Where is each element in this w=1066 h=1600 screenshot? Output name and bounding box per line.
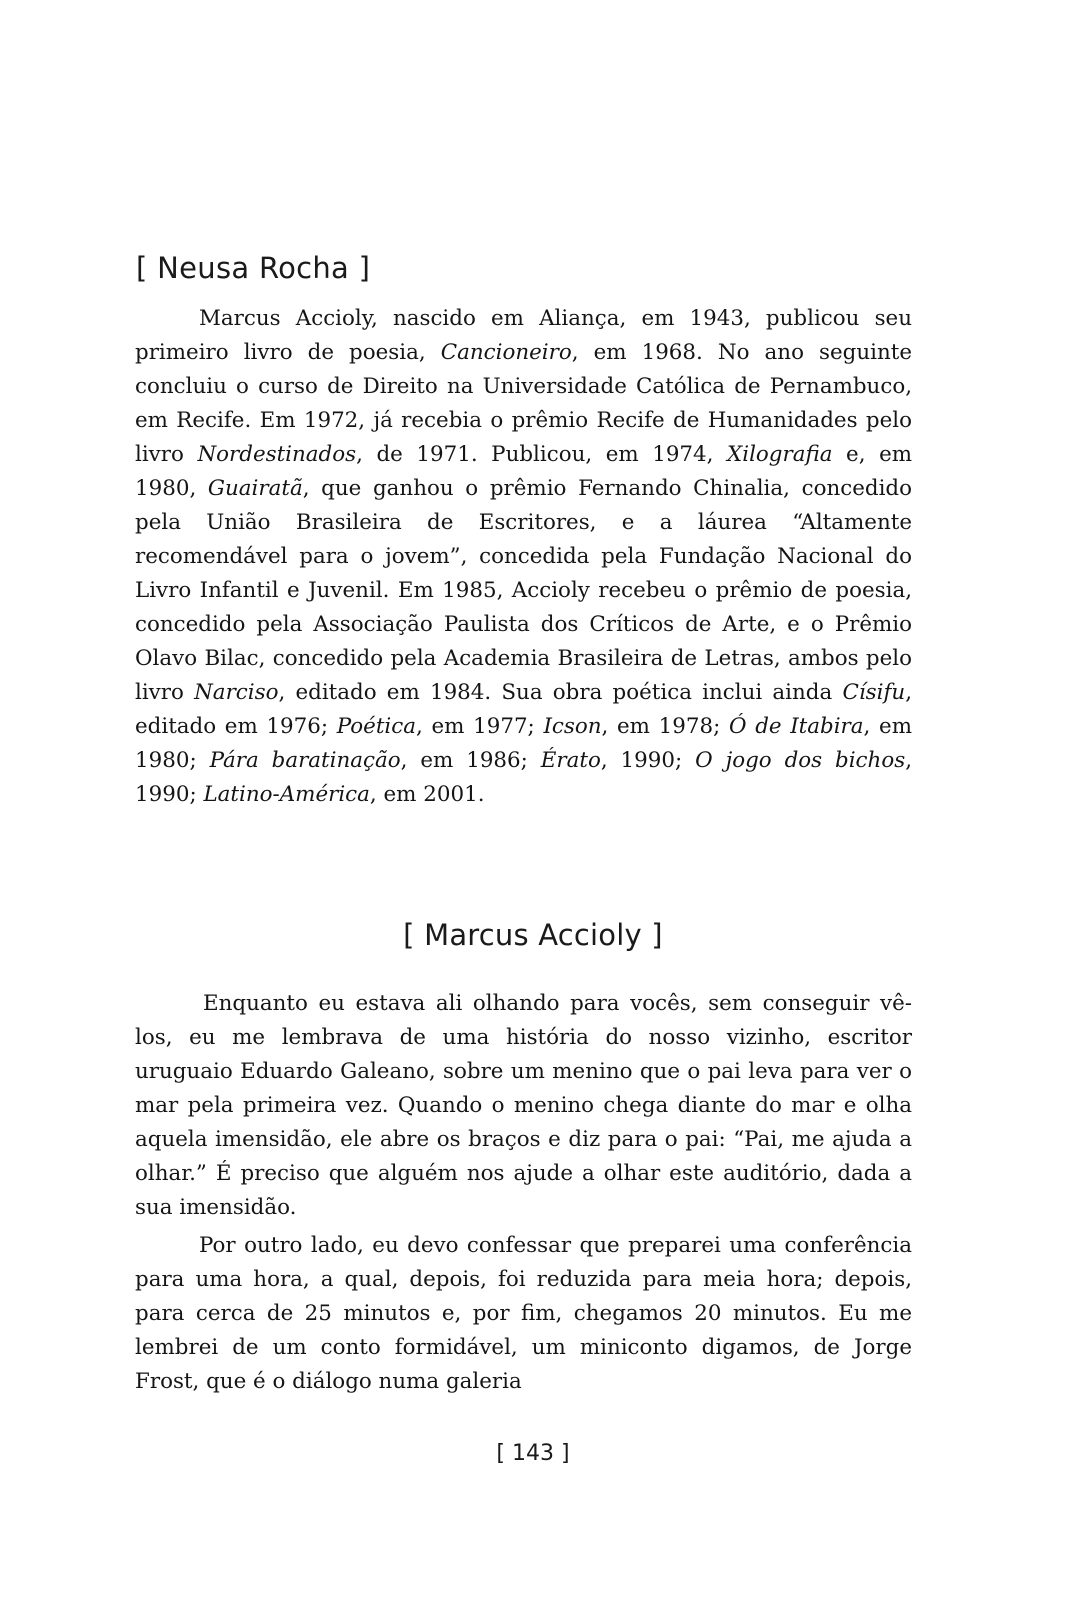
italic-title: Érato bbox=[540, 748, 601, 773]
text-run: Marcus Accioly, nascido em Aliança, em 1943, publicou seu primeiro livro de poesia, bbox=[135, 306, 912, 365]
paragraph-conference-time: Por outro lado, eu devo confessar que preparei uma conferência para uma hora, a qual, depois, foi reduzida para meia hora; depois, para cerca de 25 minutos e, por fim, chegamos 20 minutos. Eu me lembrei de um conto formidável, um miniconto digamos, de Jorge Frost, que é o diálogo numa galeria bbox=[135, 1233, 912, 1394]
text-run: , em 1986; bbox=[400, 748, 541, 773]
section-heading-neusa-rocha: [ Neusa Rocha ] bbox=[136, 251, 371, 285]
italic-title: Poética bbox=[336, 714, 416, 739]
section-heading-marcus-accioly: [ Marcus Accioly ] bbox=[403, 918, 663, 952]
italic-title: Latino-América bbox=[203, 782, 370, 807]
text-run: , editado em 1984. Sua obra poética inclui ainda bbox=[278, 680, 843, 705]
italic-title: Císifu bbox=[842, 680, 906, 705]
italic-title: Ó de Itabira bbox=[728, 714, 864, 739]
paragraph-biography bbox=[135, 302, 912, 812]
italic-title: Icson bbox=[543, 714, 602, 739]
text-run: , editado em 1976; bbox=[135, 680, 913, 739]
italic-title: Xilografia bbox=[727, 442, 833, 467]
text-run: , que ganhou o prêmio Fernando Chinalia, concedido pela União Brasileira de Escritores, e a láurea “Altamente recomendável para o jovem”, concedida pela Fundação Nacional do Livro Infantil e Juvenil. Em 1985, Accioly recebeu o prêmio de poesia, concedido pela Associação Paulista dos Críticos de Arte, e o Prêmio Olavo Bilac, concedido pela Academia Brasileira de Letras, ambos pelo livro bbox=[135, 476, 912, 705]
page-number: [ 143 ] bbox=[496, 1441, 570, 1466]
text-run: , 1990; bbox=[135, 748, 912, 807]
section-body-marcus-accioly bbox=[135, 987, 912, 1399]
italic-title: Cancioneiro bbox=[440, 340, 572, 365]
text-run: , em 2001. bbox=[369, 782, 485, 807]
italic-title: Narciso bbox=[194, 680, 279, 705]
italic-title: Pára baratinação bbox=[209, 748, 401, 773]
section-body-neusa-rocha bbox=[135, 302, 912, 812]
italic-title: Nordestinados bbox=[197, 442, 357, 467]
text-run: , em 1978; bbox=[601, 714, 729, 739]
text-run: , em 1977; bbox=[416, 714, 544, 739]
text-run: e, em 1980, bbox=[135, 442, 913, 501]
paragraph-galeano-story: Enquanto eu estava ali olhando para vocês, sem conseguir vê-los, eu me lembrava de uma história do nosso vizinho, escritor uruguaio Eduardo Galeano, sobre um menino que o pai leva para ver o mar pela primeira vez. Quando o menino chega diante do mar e olha aquela imensidão, ele abre os braços e diz para o pai: “Pai, me ajuda a olhar.” É preciso que alguém nos ajude a olhar este auditório, dada a sua imensidão. bbox=[135, 991, 912, 1220]
text-run: , 1990; bbox=[600, 748, 696, 773]
italic-title: O jogo dos bichos bbox=[695, 748, 906, 773]
text-run: , em 1980; bbox=[135, 714, 912, 773]
text-run: , em 1968. No ano seguinte concluiu o curso de Direito na Universidade Católica de Pernambuco, em Recife. Em 1972, já recebia o prêmio Recife de Humanidades pelo livro bbox=[135, 340, 912, 467]
text-run: , de 1971. Publicou, em 1974, bbox=[356, 442, 728, 467]
italic-title: Guairatã bbox=[207, 476, 303, 501]
